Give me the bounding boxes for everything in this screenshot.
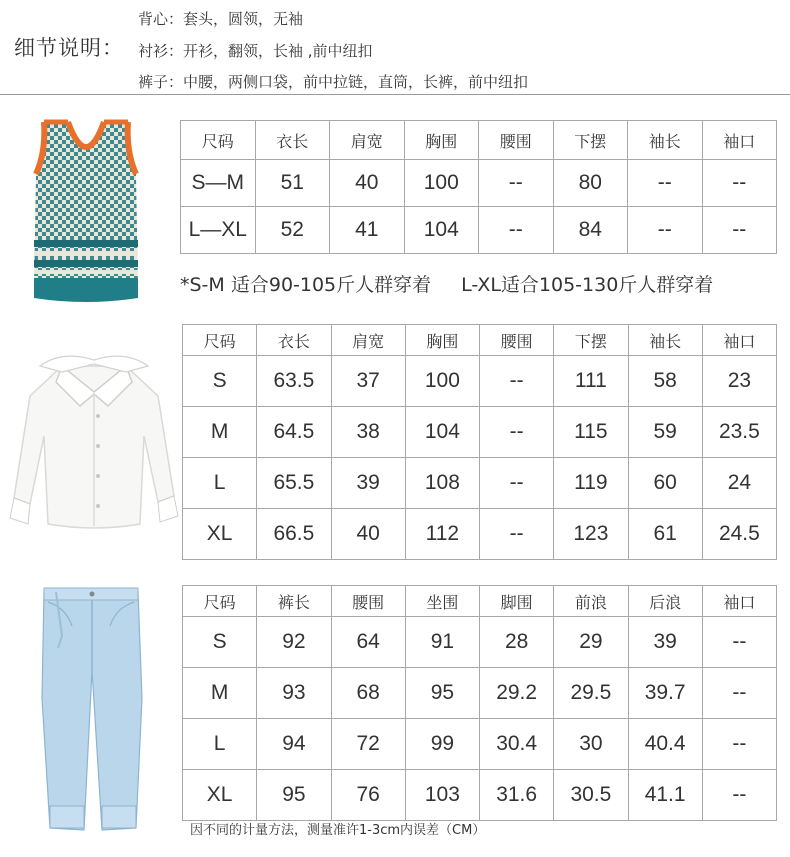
table-row	[181, 207, 777, 254]
table-row	[183, 356, 777, 407]
table-cell: --	[480, 458, 554, 509]
column-header: 肩宽	[330, 121, 405, 160]
table-cell: 119	[554, 458, 628, 509]
table-cell: 23	[702, 356, 776, 407]
table-cell: 61	[628, 509, 702, 560]
column-header: 后浪	[628, 586, 702, 617]
details-title: 细节说明：	[14, 36, 124, 60]
table-cell: 68	[331, 668, 405, 719]
table-cell: 39	[331, 458, 405, 509]
table-cell: 30.4	[480, 719, 554, 770]
table-cell: 66.5	[257, 509, 331, 560]
size-label-cell: M	[183, 407, 257, 458]
column-header: 袖口	[702, 586, 776, 617]
table-cell: --	[480, 356, 554, 407]
table-cell: 92	[257, 617, 331, 668]
table-cell: --	[702, 160, 777, 207]
table-cell: --	[702, 719, 776, 770]
column-header: 脚围	[480, 586, 554, 617]
table-cell: 108	[405, 458, 479, 509]
table-cell: 84	[553, 207, 628, 254]
table-cell: 65.5	[257, 458, 331, 509]
size-label-cell: XL	[183, 509, 257, 560]
table-cell: 41.1	[628, 770, 702, 821]
column-header: 尺码	[183, 586, 257, 617]
table-row	[183, 770, 777, 821]
table-cell: 30.5	[554, 770, 628, 821]
column-header: 肩宽	[331, 325, 405, 356]
table-header-row	[183, 325, 777, 356]
table-cell: 64	[331, 617, 405, 668]
table-cell: --	[480, 407, 554, 458]
table-cell: 63.5	[257, 356, 331, 407]
detail-line-vest: 背心：套头，圆领，无袖	[138, 10, 304, 28]
table-cell: --	[702, 207, 777, 254]
table-cell: 64.5	[257, 407, 331, 458]
table-cell: 29	[554, 617, 628, 668]
table-header-row	[183, 586, 777, 617]
column-header: 袖口	[702, 325, 776, 356]
column-header: 腰围	[331, 586, 405, 617]
knit-vest-image	[22, 112, 150, 306]
table-cell: 112	[405, 509, 479, 560]
column-header: 坐围	[405, 586, 479, 617]
table-header-row	[181, 121, 777, 160]
column-header: 腰围	[479, 121, 554, 160]
table-cell: 24.5	[702, 509, 776, 560]
table-cell: 37	[331, 356, 405, 407]
table-cell: --	[702, 617, 776, 668]
table-cell: 95	[405, 668, 479, 719]
table-cell: 104	[405, 407, 479, 458]
column-header: 尺码	[183, 325, 257, 356]
table-cell: 100	[405, 356, 479, 407]
vest-fit-note	[180, 270, 713, 297]
column-header: 胸围	[405, 325, 479, 356]
table-cell: --	[628, 207, 703, 254]
size-label-cell: XL	[183, 770, 257, 821]
table-cell: 40	[331, 509, 405, 560]
table-cell: 111	[554, 356, 628, 407]
table-cell: 95	[257, 770, 331, 821]
table-cell: 41	[330, 207, 405, 254]
table-cell: 80	[553, 160, 628, 207]
vest-fit-note-large: L-XL适合105-130斤人群穿着	[461, 274, 714, 296]
table-row	[183, 407, 777, 458]
table-cell: 29.5	[554, 668, 628, 719]
pants-size-table	[182, 585, 777, 821]
table-cell: 40	[330, 160, 405, 207]
table-cell: --	[702, 668, 776, 719]
column-header: 腰围	[480, 325, 554, 356]
column-header: 袖长	[628, 121, 703, 160]
shirt-size-table	[182, 324, 777, 560]
size-label-cell: S—M	[181, 160, 256, 207]
column-header: 下摆	[553, 121, 628, 160]
table-cell: 52	[255, 207, 330, 254]
table-cell: 99	[405, 719, 479, 770]
table-cell: 94	[257, 719, 331, 770]
table-cell: 60	[628, 458, 702, 509]
header-divider	[0, 94, 790, 95]
table-cell: 76	[331, 770, 405, 821]
table-cell: 59	[628, 407, 702, 458]
table-cell: 115	[554, 407, 628, 458]
column-header: 胸围	[404, 121, 479, 160]
size-label-cell: S	[183, 617, 257, 668]
table-cell: --	[479, 207, 554, 254]
size-label-cell: M	[183, 668, 257, 719]
table-cell: 40.4	[628, 719, 702, 770]
detail-line-shirt: 衬衫：开衫，翻领，长袖 ,前中纽扣	[138, 42, 373, 60]
white-shirt-image	[8, 346, 180, 536]
detail-line-pants: 裤子：中腰，两侧口袋，前中拉链，直筒，长裤，前中纽扣	[138, 73, 529, 91]
table-cell: 91	[405, 617, 479, 668]
table-row	[183, 668, 777, 719]
size-label-cell: L	[183, 458, 257, 509]
column-header: 裤长	[257, 586, 331, 617]
column-header: 袖口	[702, 121, 777, 160]
table-cell: 104	[404, 207, 479, 254]
column-header: 衣长	[257, 325, 331, 356]
table-cell: 58	[628, 356, 702, 407]
table-cell: 93	[257, 668, 331, 719]
vest-fit-note-small: *S-M 适合90-105斤人群穿着	[180, 274, 432, 296]
table-cell: 38	[331, 407, 405, 458]
table-cell: 29.2	[480, 668, 554, 719]
table-cell: 28	[480, 617, 554, 668]
table-cell: --	[480, 509, 554, 560]
size-label-cell: L	[183, 719, 257, 770]
table-row	[183, 458, 777, 509]
table-cell: --	[702, 770, 776, 821]
light-blue-jeans-image	[32, 578, 150, 834]
column-header: 尺码	[181, 121, 256, 160]
table-row	[183, 509, 777, 560]
table-cell: 23.5	[702, 407, 776, 458]
table-cell: 100	[404, 160, 479, 207]
table-cell: 30	[554, 719, 628, 770]
table-cell: 31.6	[480, 770, 554, 821]
column-header: 衣长	[255, 121, 330, 160]
size-label-cell: S	[183, 356, 257, 407]
table-cell: 39	[628, 617, 702, 668]
table-cell: 103	[405, 770, 479, 821]
table-row	[183, 617, 777, 668]
vest-size-table	[180, 120, 777, 254]
table-row	[183, 719, 777, 770]
table-cell: 24	[702, 458, 776, 509]
table-row	[181, 160, 777, 207]
column-header: 下摆	[554, 325, 628, 356]
column-header: 前浪	[554, 586, 628, 617]
table-cell: 72	[331, 719, 405, 770]
column-header: 袖长	[628, 325, 702, 356]
measurement-note: 因不同的计量方法，测量准许1-3cm内误差（CM）	[190, 823, 486, 838]
table-cell: 39.7	[628, 668, 702, 719]
table-cell: --	[628, 160, 703, 207]
table-cell: 123	[554, 509, 628, 560]
table-cell: 51	[255, 160, 330, 207]
size-label-cell: L—XL	[181, 207, 256, 254]
table-cell: --	[479, 160, 554, 207]
